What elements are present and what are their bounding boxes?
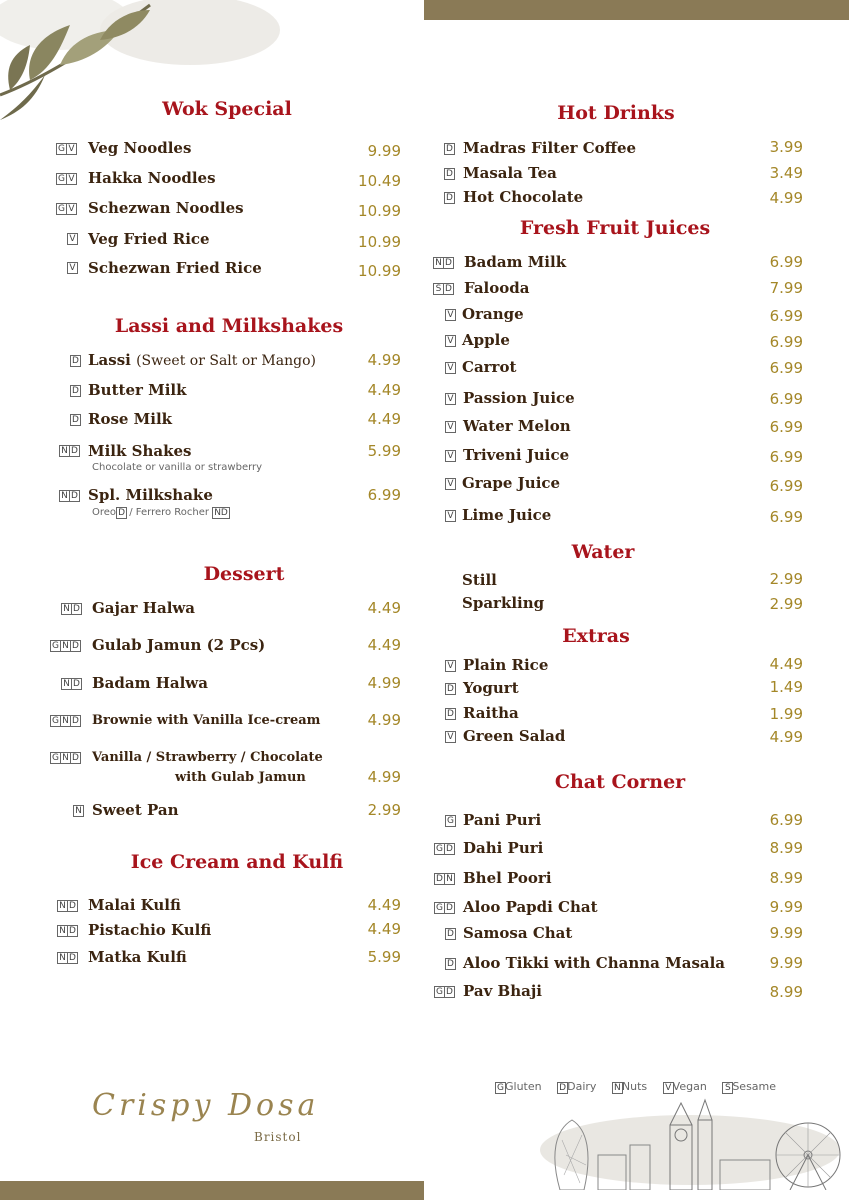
menu-item-price: 4.49 — [769, 655, 803, 673]
menu-item-price: 8.99 — [769, 983, 803, 1001]
menu-item-price: 4.49 — [367, 410, 401, 428]
menu-item-price: 2.99 — [367, 801, 401, 819]
menu-item-price: 3.49 — [769, 164, 803, 182]
menu-item-price: 8.99 — [769, 869, 803, 887]
legend-item: NNuts — [612, 1080, 647, 1093]
menu-item-price: 8.99 — [769, 839, 803, 857]
bottom-gold-bar — [0, 1181, 424, 1200]
diet-badge: D — [70, 414, 80, 426]
menu-item-name: Veg Fried Rice — [88, 230, 210, 248]
section-title-hot-drinks: Hot Drinks — [557, 102, 675, 124]
menu-item-name: Still — [462, 571, 497, 589]
menu-item-price: 6.99 — [769, 253, 803, 271]
menu-item-name: Rose Milk — [88, 410, 173, 428]
diet-badge: D — [445, 708, 455, 720]
menu-item-price: 6.99 — [769, 333, 803, 351]
legend-item: GGluten — [497, 1080, 542, 1093]
legend-item: DDairy — [557, 1080, 596, 1093]
diet-badge: V — [445, 309, 455, 321]
section-title-water: Water — [571, 541, 635, 563]
menu-item-price: 4.99 — [367, 711, 401, 729]
diet-badge: D — [445, 683, 455, 695]
menu-item-price: 4.99 — [367, 674, 401, 692]
section-title-lassi: Lassi and Milkshakes — [114, 315, 344, 337]
menu-item-price: 4.99 — [367, 351, 401, 369]
menu-item-name: Sparkling — [462, 594, 545, 612]
menu-item-price: 6.99 — [769, 508, 803, 526]
diet-badge: G V — [56, 143, 76, 155]
menu-item-name: Masala Tea — [463, 164, 557, 182]
menu-item-name: Passion Juice — [463, 389, 575, 407]
menu-item-price: 9.99 — [769, 924, 803, 942]
diet-badge: V — [445, 335, 455, 347]
diet-badge: V — [445, 731, 455, 743]
menu-item-price: 3.99 — [769, 138, 803, 156]
diet-badge: V — [445, 362, 455, 374]
menu-item-price: 4.49 — [367, 636, 401, 654]
diet-badge: V — [445, 450, 455, 462]
menu-item-name: Yogurt — [463, 679, 519, 697]
menu-item-name: Schezwan Noodles — [88, 199, 244, 217]
menu-item-name: Lassi (Sweet or Salt or Mango) — [88, 351, 316, 369]
diet-badge: G N D — [50, 640, 80, 652]
diet-badge: N — [73, 805, 83, 817]
menu-item-name: Madras Filter Coffee — [463, 139, 637, 157]
diet-badge: D — [444, 192, 454, 204]
diet-badge: V — [67, 233, 77, 245]
menu-item-price: 1.49 — [769, 678, 803, 696]
diet-badge: V — [445, 421, 455, 433]
menu-item-price: 4.99 — [367, 768, 401, 786]
menu-item-price: 4.49 — [367, 896, 401, 914]
diet-badge: D N — [434, 873, 454, 885]
legend-item: VVegan — [663, 1080, 707, 1093]
diet-badge: N D — [61, 678, 81, 690]
menu-item-name: Spl. Milkshake — [88, 486, 213, 504]
menu-item-name: Pistachio Kulfi — [88, 921, 212, 939]
menu-item-name: Brownie with Vanilla Ice-cream — [92, 713, 321, 728]
menu-item-price: 4.49 — [367, 599, 401, 617]
diet-badge: D — [444, 143, 454, 155]
menu-item-name: Butter Milk — [88, 381, 187, 399]
menu-item-name: Badam Halwa — [92, 674, 208, 692]
diet-badge: V — [445, 510, 455, 522]
menu-item-price: 7.99 — [769, 279, 803, 297]
menu-item-name: Lime Juice — [462, 506, 552, 524]
diet-badge: D — [444, 168, 454, 180]
menu-item-price: 6.99 — [367, 486, 401, 504]
diet-badge: G — [445, 815, 455, 827]
section-title-extras: Extras — [562, 625, 630, 647]
menu-item-name: Badam Milk — [464, 253, 567, 271]
section-title-fresh-fruit-juices: Fresh Fruit Juices — [519, 217, 711, 239]
menu-item-name: Water Melon — [463, 417, 571, 435]
diet-badge: V — [445, 478, 455, 490]
menu-item-price: 10.99 — [358, 233, 401, 251]
menu-item-price: 10.49 — [358, 172, 401, 190]
menu-item-name: Triveni Juice — [463, 446, 570, 464]
diet-badge: D — [445, 958, 455, 970]
menu-item-price: 9.99 — [769, 898, 803, 916]
menu-item-price: 1.99 — [769, 705, 803, 723]
menu-item-name-line2: with Gulab Jamun — [175, 770, 306, 785]
legend-item: S Sesame — [722, 1080, 776, 1093]
menu-item-name: Apple — [462, 331, 510, 349]
menu-item-price: 9.99 — [367, 142, 401, 160]
menu-item-name: Samosa Chat — [463, 924, 573, 942]
diet-badge: V — [445, 393, 455, 405]
menu-item-name: Pani Puri — [463, 811, 542, 829]
menu-item-name: Aloo Papdi Chat — [463, 898, 598, 916]
diet-badge: N D — [433, 257, 453, 269]
menu-item-name: Gulab Jamun (2 Pcs) — [92, 636, 266, 654]
menu-item-description: Oreo D / Ferrero Rocher ND — [92, 507, 228, 518]
diet-badge: N D — [59, 445, 79, 457]
menu-item-price: 4.49 — [367, 381, 401, 399]
menu-item-name: Matka Kulfi — [88, 948, 187, 966]
section-title-wok-special: Wok Special — [162, 98, 292, 120]
diet-badge: V — [445, 660, 455, 672]
brand-logo: Crispy Dosa — [92, 1088, 320, 1123]
menu-item-price: 6.99 — [769, 477, 803, 495]
menu-item-name: Green Salad — [463, 727, 566, 745]
menu-item-name: Sweet Pan — [92, 801, 179, 819]
menu-item-price: 6.99 — [769, 418, 803, 436]
allergen-legend — [495, 1080, 788, 1094]
brand-city: Bristol — [254, 1130, 302, 1144]
menu-item-price: 4.99 — [769, 189, 803, 207]
section-title-ice-cream: Ice Cream and Kulfi — [130, 851, 344, 873]
menu-item-name: Bhel Poori — [463, 869, 552, 887]
city-skyline-illustration — [520, 1095, 849, 1190]
menu-item-price: 2.99 — [769, 595, 803, 613]
menu-item-price: 6.99 — [769, 359, 803, 377]
section-title-dessert: Dessert — [203, 563, 285, 585]
menu-item-name: Falooda — [464, 279, 530, 297]
diet-badge: G N D — [50, 752, 80, 764]
menu-item-description: Chocolate or vanilla or strawberry — [92, 462, 263, 473]
diet-badge: S D — [433, 283, 453, 295]
menu-item-name: Carrot — [462, 358, 517, 376]
menu-item-price: 4.99 — [769, 728, 803, 746]
diet-badge: N D — [57, 925, 77, 937]
menu-item-name: Malai Kulfi — [88, 896, 181, 914]
menu-item-name: Gajar Halwa — [92, 599, 196, 617]
menu-item-price: 9.99 — [769, 954, 803, 972]
menu-item-price: 2.99 — [769, 570, 803, 588]
diet-badge: G N D — [50, 715, 80, 727]
diet-badge: V — [67, 262, 77, 274]
menu-item-name: Raitha — [463, 704, 519, 722]
diet-badge: G V — [56, 203, 76, 215]
menu-item-name: Orange — [462, 305, 524, 323]
menu-item-name: Hot Chocolate — [463, 188, 584, 206]
menu-item-price: 6.99 — [769, 307, 803, 325]
menu-item-price: 10.99 — [358, 262, 401, 280]
diet-badge: D — [70, 385, 80, 397]
diet-badge: N D — [57, 900, 77, 912]
menu-item-name: Aloo Tikki with Channa Masala — [463, 954, 726, 972]
menu-item-name: Grape Juice — [462, 474, 561, 492]
diet-badge: N D — [59, 490, 79, 502]
diet-badge: G V — [56, 173, 76, 185]
menu-item-price: 5.99 — [367, 442, 401, 460]
diet-badge: G D — [434, 902, 454, 914]
menu-item-price: 6.99 — [769, 811, 803, 829]
menu-item-price: 5.99 — [367, 948, 401, 966]
menu-item-name: Dahi Puri — [463, 839, 544, 857]
diet-badge: G D — [434, 986, 454, 998]
menu-item-name: Veg Noodles — [88, 139, 192, 157]
diet-badge: G D — [434, 843, 454, 855]
diet-badge: N D — [57, 952, 77, 964]
menu-item-name: Pav Bhaji — [463, 982, 542, 1000]
diet-badge: N D — [61, 603, 81, 615]
menu-item-price: 4.49 — [367, 920, 401, 938]
menu-item-price: 6.99 — [769, 448, 803, 466]
menu-item-name: Hakka Noodles — [88, 169, 216, 187]
menu-item-name: Vanilla / Strawberry / Chocolate — [92, 750, 323, 765]
section-title-chat-corner: Chat Corner — [554, 771, 686, 793]
diet-badge: D — [445, 928, 455, 940]
top-gold-bar — [424, 0, 849, 20]
menu-item-name: Plain Rice — [463, 656, 549, 674]
diet-badge: D — [70, 355, 80, 367]
menu-item-price: 6.99 — [769, 390, 803, 408]
menu-item-price: 10.99 — [358, 202, 401, 220]
menu-item-name: Milk Shakes — [88, 442, 192, 460]
menu-item-name: Schezwan Fried Rice — [88, 259, 262, 277]
